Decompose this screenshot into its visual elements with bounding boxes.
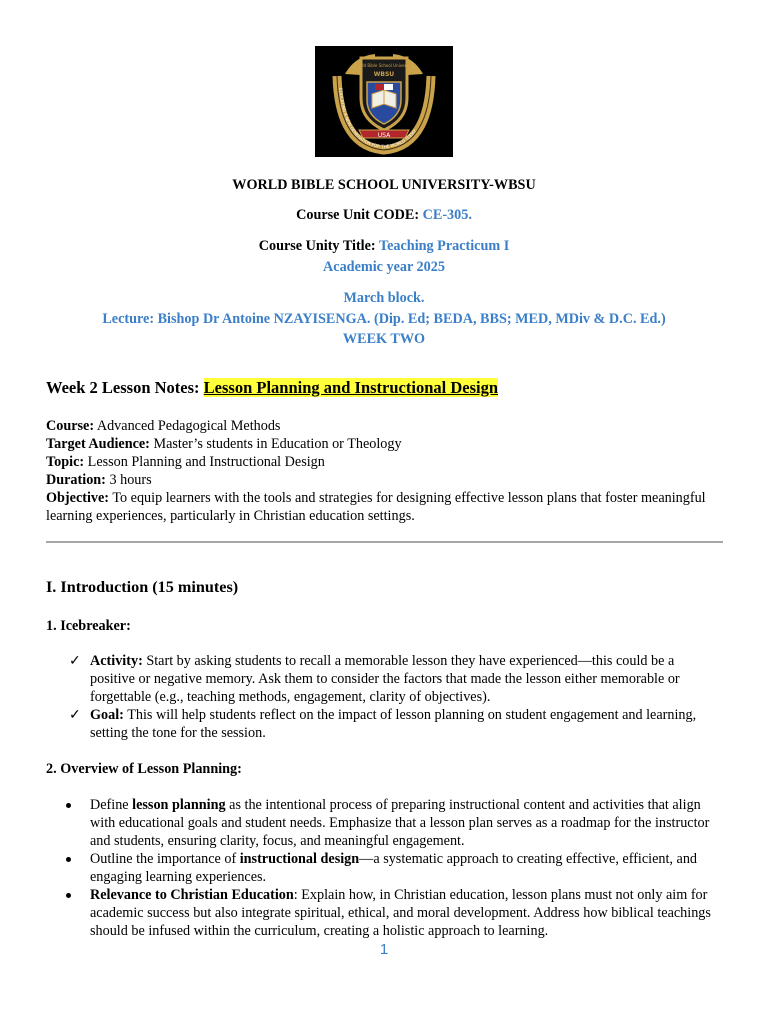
icebreaker-list: [0, 652, 768, 742]
course-title-line: [0, 237, 768, 255]
course-meta: [46, 417, 726, 525]
meta-audience: [46, 435, 726, 453]
meta-duration: [46, 471, 726, 489]
item-text-post: as the intentional process of preparing instructional content and activities that align with educational goals and student needs. Emphasize that a lesson plan serves as a roadmap for the instructor and students, ensuring clarity, focus, and meaningful engagement.: [90, 797, 710, 849]
overview-heading: 2. Overview of Lesson Planning:: [46, 761, 242, 777]
block-label: March block.: [343, 290, 425, 306]
meta-label: Duration:: [46, 472, 106, 488]
meta-objective: [46, 489, 726, 525]
checkmark-icon: ✓: [69, 653, 81, 669]
lesson-notes-heading: [46, 379, 498, 397]
bullet-icon: [66, 893, 71, 898]
item-label: Goal:: [90, 707, 124, 723]
icebreaker-heading: 1. Icebreaker:: [46, 618, 131, 634]
logo-abbr-text: WBSU: [373, 71, 395, 78]
meta-topic: [46, 453, 726, 471]
lesson-notes-heading-prefix: Week 2 Lesson Notes:: [46, 378, 200, 397]
course-code-label: Course Unit CODE:: [296, 207, 420, 223]
meta-label: Target Audience:: [46, 436, 150, 452]
logo-banner-text: USA: [377, 132, 391, 139]
meta-value: To equip learners with the tools and strategies for designing effective lesson plans that foster meaningful learning experiences, particularly in Christian education settings.: [46, 490, 706, 524]
course-title-value: Teaching Practicum I: [378, 238, 510, 254]
university-logo: [315, 46, 453, 157]
meta-value: 3 hours: [109, 472, 152, 488]
item-text-post: —a systematic approach to creating effective, efficient, and engaging learning experiences.: [90, 851, 698, 885]
horizontal-divider: [46, 541, 723, 543]
item-text-post: : Explain how, in Christian education, lesson plans must not only aim for academic success but also integrate spiritual, ethical, and moral development. Address how biblical teachings should be infused within the curriculum, creating a holistic approach to learning.: [90, 887, 711, 939]
course-code-line: [0, 206, 768, 224]
meta-course: [46, 417, 726, 435]
university-name: WORLD BIBLE SCHOOL UNIVERSITY-WBSU: [232, 177, 536, 193]
meta-value: Lesson Planning and Instructional Design: [87, 454, 325, 470]
item-text: This will help students reflect on the impact of lesson planning on student engagement and learning, setting the tone for the session.: [90, 707, 697, 741]
logo-top-text: World Bible School University: [354, 63, 414, 68]
list-item: [0, 706, 768, 742]
list-item: [0, 652, 768, 706]
item-bold: instructional design: [239, 851, 360, 867]
section-heading: I. Introduction (15 minutes): [46, 578, 239, 596]
overview-list: [0, 796, 768, 940]
meta-value: Master’s students in Education or Theology: [153, 436, 402, 452]
list-item: [0, 850, 768, 886]
meta-label: Course:: [46, 418, 95, 434]
list-item: [0, 796, 768, 850]
meta-label: Objective:: [46, 490, 110, 506]
item-bold: lesson planning: [132, 797, 226, 813]
bullet-icon: [66, 857, 71, 862]
course-title-label: Course Unity Title:: [258, 238, 376, 254]
bullet-icon: [66, 803, 71, 808]
academic-year: Academic year 2025: [323, 259, 445, 275]
item-label: Activity:: [90, 653, 143, 669]
lecturer-line: Lecture: Bishop Dr Antoine NZAYISENGA. (Dip. Ed; BEDA, BBS; MED, MDiv & D.C. Ed.): [102, 311, 666, 327]
item-text-pre: Define: [90, 797, 133, 813]
meta-label: Topic:: [46, 454, 85, 470]
item-text: Start by asking students to recall a memorable lesson they have experienced—this could be a positive or negative memory. Ask them to consider the factors that made the lesson either memorable or forgettable (e.g., teaching methods, engagement, clarity of objectives).: [90, 653, 680, 705]
item-bold: Relevance to Christian Education: [90, 887, 294, 903]
week-label: WEEK TWO: [342, 331, 426, 347]
logo-arc-text: EDUCATING A NEW GENERATION FOR THE WORLD TODAY: [338, 87, 418, 150]
course-code-value: CE-305.: [422, 207, 472, 223]
lesson-notes-heading-highlight: Lesson Planning and Instructional Design: [203, 378, 498, 397]
list-item: [0, 886, 768, 940]
checkmark-icon: ✓: [69, 707, 81, 723]
wbsu-shield-crest-icon: [315, 46, 453, 157]
page-number: 1: [379, 941, 389, 958]
item-text-pre: Outline the importance of: [90, 851, 240, 867]
meta-value: Advanced Pedagogical Methods: [96, 418, 281, 434]
